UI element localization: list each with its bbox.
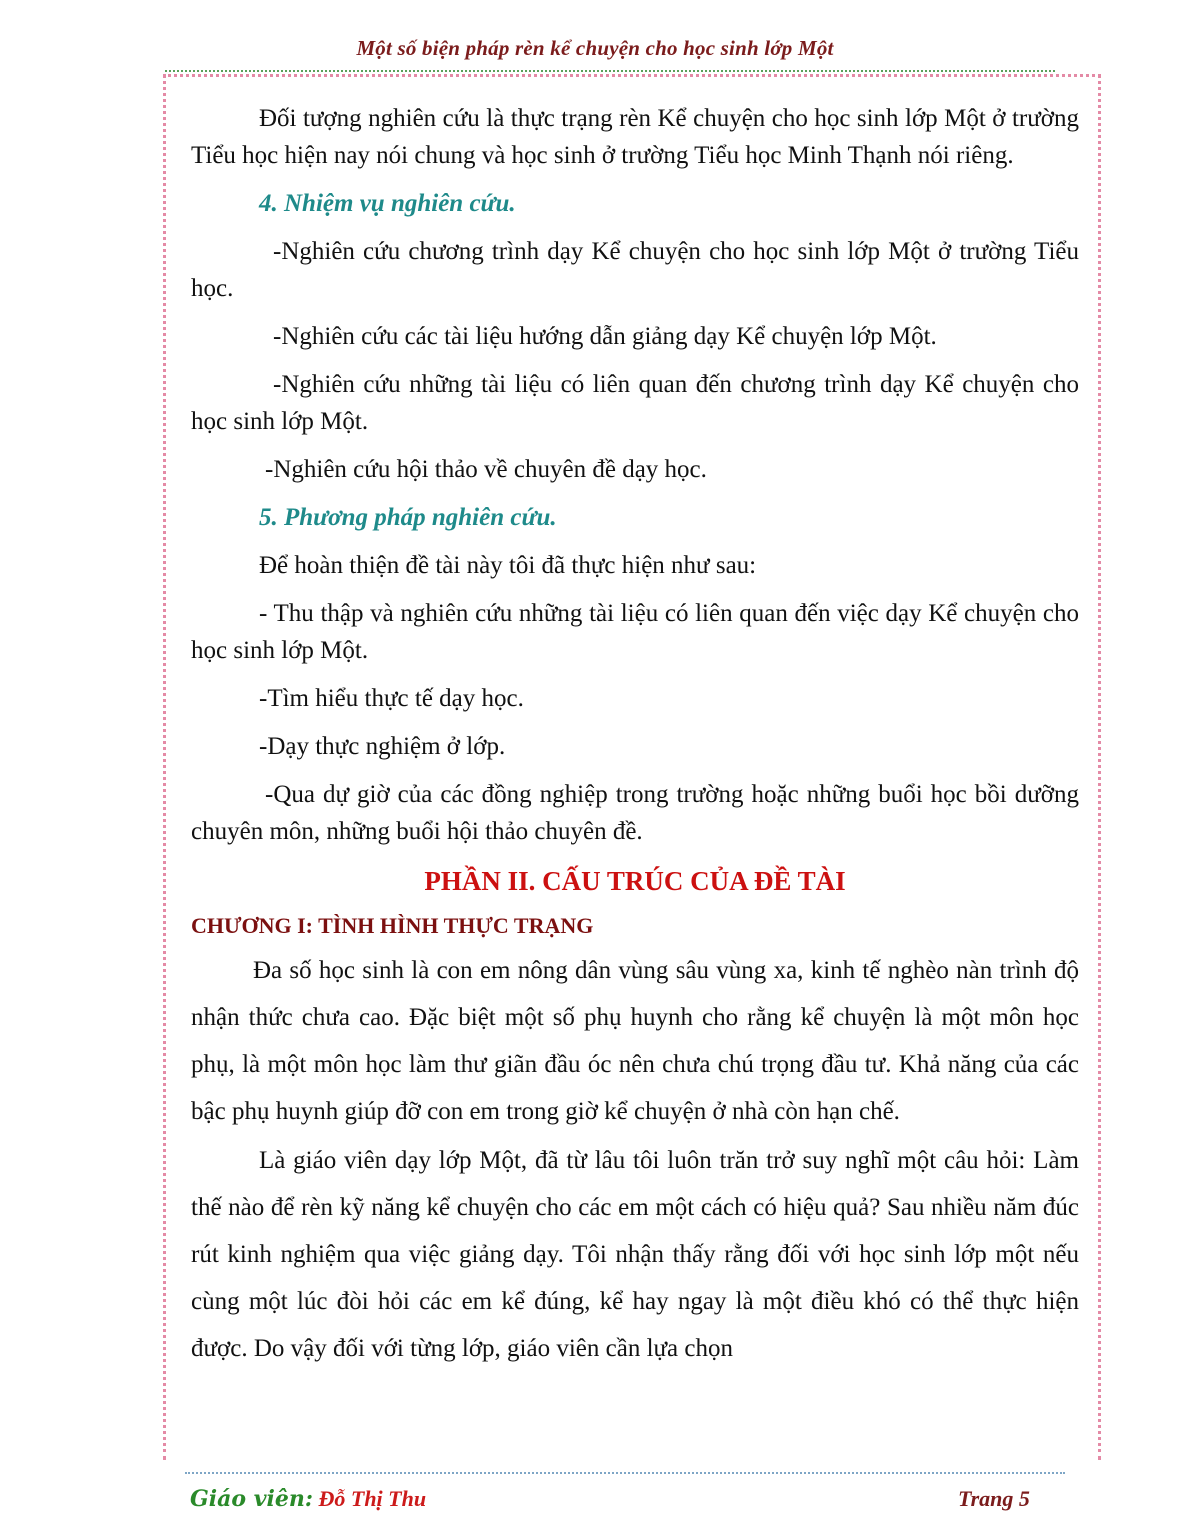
section-heading-tasks: 4. Nhiệm vụ nghiên cứu.	[259, 190, 516, 217]
method-item-2: -Tìm hiểu thực tế dạy học.	[259, 685, 524, 712]
task-item-3: -Nghiên cứu những tài liệu có liên quan đến chương trình dạy Kể chuyện cho học sinh lớp Một.	[191, 371, 1079, 435]
method-item-1: - Thu thập và nghiên cứu những tài liệu có liên quan đến việc dạy Kể chuyện cho học sinh lớp Một.	[191, 600, 1079, 664]
object-paragraph: Đối tượng nghiên cứu là thực trạng rèn Kể chuyện cho học sinh lớp Một ở trường Tiểu học hiện nay nói chung và học sinh ở trường Tiểu học Minh Thạnh nói riêng.	[191, 105, 1079, 169]
task-item-1: -Nghiên cứu chương trình dạy Kể chuyện cho học sinh lớp Một ở trường Tiểu học.	[191, 238, 1079, 302]
chapter-paragraph-2: Là giáo viên dạy lớp Một, đã từ lâu tôi luôn trăn trở suy nghĩ một câu hỏi: Làm thế nào để rèn kỹ năng kể chuyện cho các em một cách có hiệu quả? Sau nhiều năm đúc rút kinh nghiệm qua việc giảng dạy. Tôi nhận thấy rằng đối với học sinh lớp một nếu cùng một lúc đòi hỏi các em kể đúng, kể hay ngay là một điều khó có thể thực hiện được. Do vậy đối với từng lớp, giáo viên cần lựa chọn	[191, 1147, 1079, 1362]
task-item-4: -Nghiên cứu hội thảo về chuyên đề dạy học.	[265, 456, 707, 483]
section-heading-methods: 5. Phương pháp nghiên cứu.	[259, 504, 557, 531]
footer-teacher	[190, 1486, 426, 1512]
method-item-3: -Dạy thực nghiệm ở lớp.	[259, 733, 506, 760]
teacher-name: Đỗ Thị Thu	[318, 1486, 427, 1511]
method-item-4: -Qua dự giờ của các đồng nghiệp trong trường hoặc những buổi học bồi dưỡng chuyên môn, những buổi hội thảo chuyên đề.	[191, 781, 1079, 845]
teacher-label: Giáo viên:	[190, 1486, 313, 1512]
part-title: PHẦN II. CẤU TRÚC CỦA ĐỀ TÀI	[424, 866, 846, 896]
document-body	[191, 100, 1079, 1372]
header-divider	[165, 70, 1055, 72]
chapter-title: CHƯƠNG I: TÌNH HÌNH THỰC TRẠNG	[191, 913, 594, 938]
chapter-paragraph-1: Đa số học sinh là con em nông dân vùng sâu vùng xa, kinh tế nghèo nàn trình độ nhận thức chưa cao. Đặc biệt một số phụ huynh cho rằng kể chuyện là một môn học phụ, là một môn học làm thư giãn đầu óc nên chưa chú trọng đầu tư. Khả năng của các bậc phụ huynh giúp đỡ con em trong giờ kể chuyện ở nhà còn hạn chế.	[191, 957, 1079, 1125]
task-item-2: -Nghiên cứu các tài liệu hướng dẫn giảng dạy Kể chuyện lớp Một.	[273, 323, 937, 350]
page-number: Trang 5	[958, 1486, 1030, 1511]
method-intro: Để hoàn thiện đề tài này tôi đã thực hiện như sau:	[259, 552, 757, 579]
footer-divider	[185, 1472, 1065, 1474]
page-header-title: Một số biện pháp rèn kể chuyện cho học sinh lớp Một	[356, 36, 834, 60]
